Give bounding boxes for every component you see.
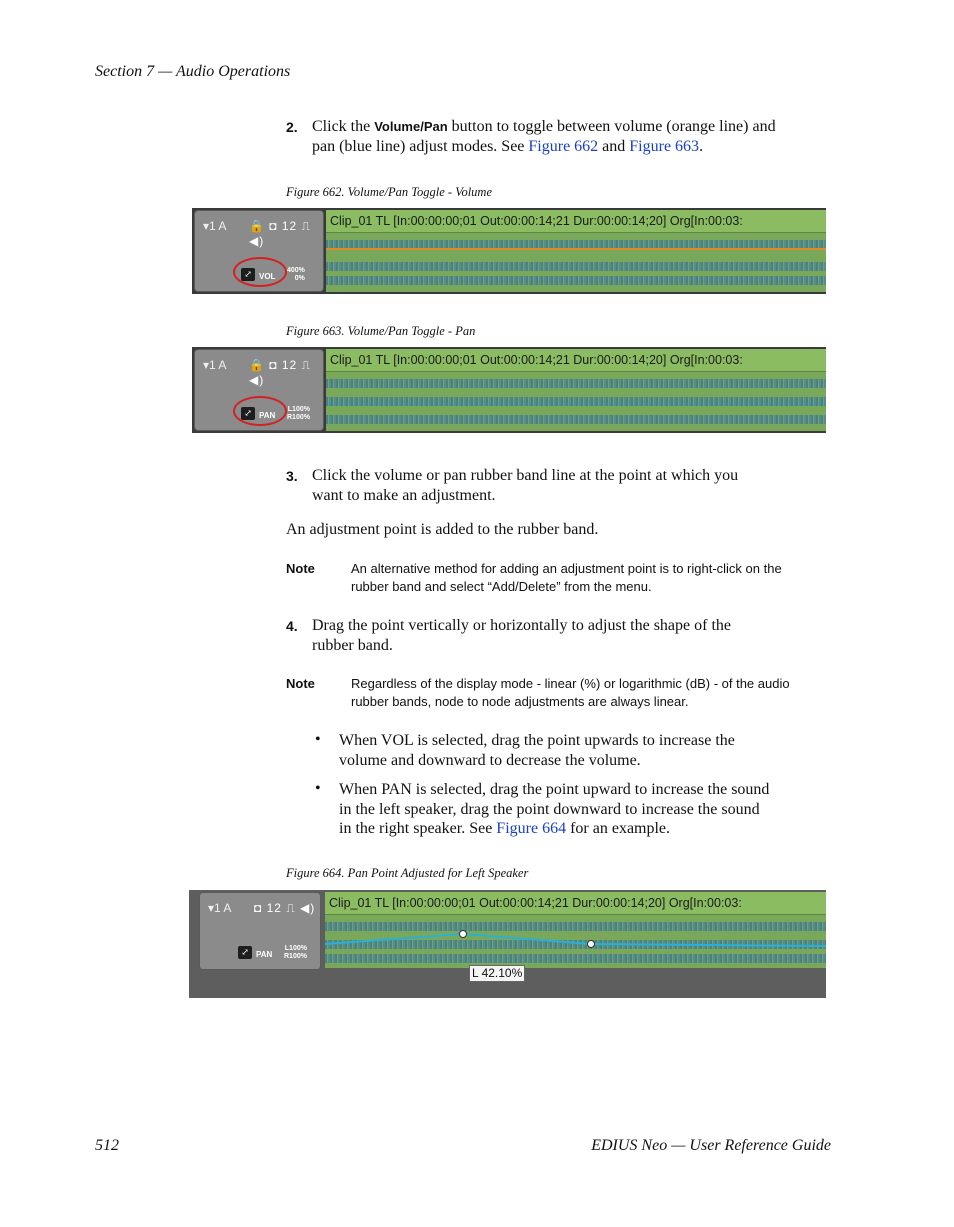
pan-value-tooltip: L 42.10% — [469, 965, 525, 982]
track-screenshot-pan-adjusted — [189, 890, 826, 998]
step-3-text: Click the volume or pan rubber band line at the point at which you want to make an adjustment. — [312, 467, 739, 504]
step-number: 4. — [286, 618, 298, 634]
track-name: ▾1 A — [203, 219, 227, 233]
volume-pan-toggle-icon[interactable]: ⤢ — [241, 407, 255, 420]
step-number: 3. — [286, 468, 298, 484]
running-header: Section 7 — Audio Operations — [95, 63, 291, 80]
link-figure-663[interactable]: Figure 663 — [629, 137, 700, 155]
link-figure-664[interactable]: Figure 664 — [496, 820, 567, 837]
note-text: An alternative method for adding an adjustment point is to right-click on the rubber band and select “Add/Delete” from the menu. — [351, 561, 782, 594]
track-name: ▾1 A — [203, 358, 227, 372]
page-number: 512 — [95, 1137, 119, 1154]
mode-label: PAN — [256, 950, 273, 959]
track-name: ▾1 A — [208, 901, 232, 915]
waveform — [326, 415, 826, 424]
track-header — [194, 349, 324, 431]
clip[interactable] — [326, 210, 826, 292]
note-label: Note — [286, 561, 315, 576]
track-icons: 🔒 ◘ 12 ⎍ ◀) — [249, 219, 311, 248]
volume-pan-toggle-icon[interactable]: ⤢ — [238, 946, 252, 959]
track-screenshot-pan — [192, 347, 826, 433]
clip-title: Clip_01 TL [In:00:00:00;01 Out:00:00:14;21 Dur:00:00:14;20] Org[In:00:03: — [326, 210, 826, 233]
mode-label: VOL — [259, 272, 276, 281]
track-screenshot-volume — [192, 208, 826, 294]
clip-title: Clip_01 TL [In:00:00:00;01 Out:00:00:14;21 Dur:00:00:14;20] Org[In:00:03: — [325, 892, 826, 915]
step-number: 2. — [286, 119, 298, 135]
link-figure-662[interactable]: Figure 662 — [528, 137, 599, 155]
figure-caption: Figure 663. Volume/Pan Toggle - Pan — [286, 324, 476, 338]
mode-values: L100% R100% — [287, 406, 310, 421]
adjustment-node — [460, 931, 467, 938]
paragraph: An adjustment point is added to the rubber band. — [286, 521, 599, 538]
mode-label: PAN — [259, 411, 276, 420]
bullet-text: When PAN is selected, drag the point upward to increase the sound in the left speaker, drag the point downward to increase the sound in the right speaker. See Figure 664 for an example. — [339, 781, 770, 837]
highlight-circle — [233, 257, 287, 287]
bullet-text: When VOL is selected, drag the point upwards to increase the volume and downward to decrease the volume. — [339, 732, 735, 769]
step-2-text: Click the Volume/Pan button to toggle between volume (orange line) and pan (blue line) adjust modes. See Figure 662 and Figure 663. — [312, 118, 776, 155]
clip[interactable] — [326, 349, 826, 431]
mode-values: 400% 0% — [287, 267, 305, 282]
waveform — [326, 379, 826, 388]
bullet-icon: • — [315, 780, 321, 797]
track-icons: 🔒 ◘ 12 ⎍ ◀) — [249, 358, 311, 387]
mode-values: L100% R100% — [284, 945, 307, 960]
volume-pan-toggle-icon[interactable]: ⤢ — [241, 268, 255, 281]
waveform — [326, 262, 826, 271]
track-header — [194, 210, 324, 292]
waveform — [326, 276, 826, 285]
ui-term-volume-pan: Volume/Pan — [374, 119, 448, 134]
volume-rubber-band[interactable] — [326, 248, 826, 250]
highlight-circle — [233, 396, 287, 426]
track-header — [199, 892, 321, 970]
pan-rubber-band[interactable] — [325, 892, 826, 968]
clip[interactable] — [325, 892, 826, 968]
waveform — [326, 397, 826, 406]
step-4-text: Drag the point vertically or horizontally to adjust the shape of the rubber band. — [312, 617, 731, 654]
note-label: Note — [286, 676, 315, 691]
footer-title: EDIUS Neo — User Reference Guide — [591, 1137, 831, 1154]
clip-title: Clip_01 TL [In:00:00:00;01 Out:00:00:14;21 Dur:00:00:14;20] Org[In:00:03: — [326, 349, 826, 372]
note-text: Regardless of the display mode - linear (%) or logarithmic (dB) - of the audio rubber bands, node to node adjustments are always linear. — [351, 676, 790, 709]
bullet-icon: • — [315, 731, 321, 748]
track-icons: ◘ 12 ⎍ ◀) — [254, 901, 316, 915]
figure-caption: Figure 662. Volume/Pan Toggle - Volume — [286, 185, 492, 199]
figure-caption: Figure 664. Pan Point Adjusted for Left Speaker — [286, 866, 529, 880]
adjustment-node — [588, 941, 595, 948]
